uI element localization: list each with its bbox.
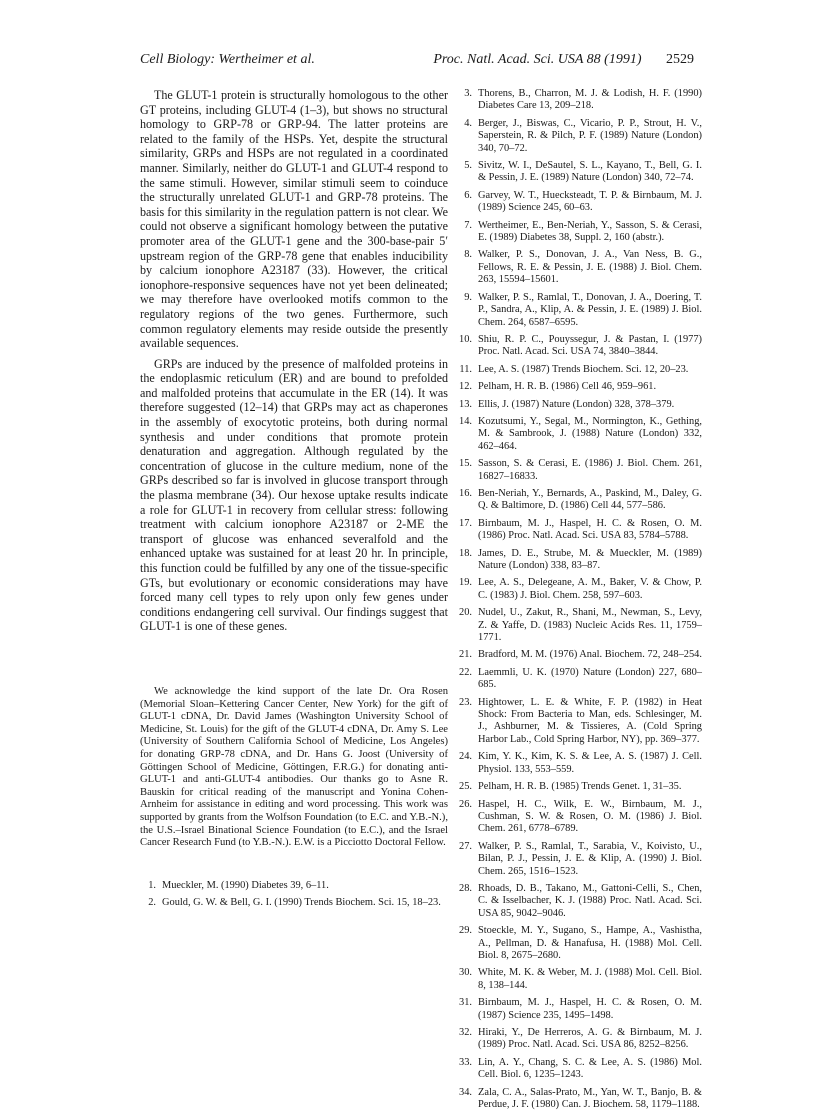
reference-text: James, D. E., Strube, M. & Mueckler, M. (1989) Nature (London) 338, 83–87.	[478, 547, 702, 571]
reference-item	[456, 518, 702, 543]
reference-item	[456, 488, 702, 513]
reference-item	[456, 1027, 702, 1052]
reference-item	[456, 190, 702, 215]
reference-item	[456, 548, 702, 573]
reference-text: Walker, P. S., Ramlal, T., Donovan, J. A., Doering, T. P., Sandra, A., Klip, A. & Pessin, J. E. (1989) J. Biol. Chem. 264, 6587–6595.	[478, 291, 702, 328]
section-author-header: Cell Biology: Wertheimer et al.	[140, 52, 315, 67]
reference-text: Rhoads, D. B., Takano, M., Gattoni-Celli, S., Chen, C. & Isselbacher, K. J. (1988) Proc. Natl. Acad. Sci. USA 85, 9042–9046.	[478, 882, 702, 919]
reference-text: Haspel, H. C., Wilk, E. W., Birnbaum, M. J., Cushman, S. W. & Rosen, O. M. (1986) J. Biol. Chem. 261, 6778–6789.	[478, 798, 702, 835]
reference-text: Laemmli, U. K. (1970) Nature (London) 227, 680–685.	[478, 666, 702, 691]
reference-number: 3.	[464, 88, 472, 99]
reference-item	[456, 697, 702, 747]
reference-number: 31.	[459, 997, 472, 1009]
reference-number: 22.	[459, 666, 472, 678]
reference-item	[456, 667, 702, 692]
reference-number: 15.	[459, 458, 472, 470]
reference-item	[456, 118, 702, 155]
reference-number: 17.	[459, 517, 472, 529]
reference-number: 4.	[464, 117, 472, 129]
reference-text: Wertheimer, E., Ben-Neriah, Y., Sasson, S. & Cerasi, E. (1989) Diabetes 38, Suppl. 2, 160 (abstr.).	[478, 219, 702, 244]
reference-item	[456, 781, 702, 793]
reference-item	[456, 364, 702, 376]
reference-number: 6.	[464, 189, 472, 201]
reference-number: 12.	[459, 381, 472, 393]
reference-item	[456, 883, 702, 920]
reference-number: 26.	[459, 798, 472, 810]
reference-text: Shiu, R. P. C., Pouyssegur, J. & Pastan, I. (1977) Proc. Natl. Acad. Sci. USA 74, 3840–3844.	[478, 333, 702, 358]
reference-text: Bradford, M. M. (1976) Anal. Biochem. 72, 248–254.	[478, 649, 702, 661]
reference-number: 23.	[459, 696, 472, 708]
reference-number: 5.	[464, 160, 472, 172]
reference-text: Lee, A. S., Delegeane, A. M., Baker, V. & Chow, P. C. (1983) J. Biol. Chem. 258, 597–603.	[478, 577, 702, 601]
reference-text: Nudel, U., Zakut, R., Shani, M., Newman, S., Levy, Z. & Yaffe, D. (1983) Nucleic Acids Res. 11, 1759–1771.	[478, 607, 702, 644]
reference-text: Sasson, S. & Cerasi, E. (1986) J. Biol. Chem. 261, 16827–16833.	[478, 458, 702, 482]
reference-item	[456, 1057, 702, 1082]
reference-text: Kim, Y. K., Kim, K. S. & Lee, A. S. (1987) J. Cell. Physiol. 133, 553–559.	[478, 751, 702, 775]
reference-number: 14.	[459, 415, 472, 427]
reference-item	[456, 334, 702, 359]
reference-text: Birnbaum, M. J., Haspel, H. C. & Rosen, O. M. (1987) Science 235, 1495–1498.	[478, 997, 702, 1021]
reference-number: 11.	[459, 363, 472, 375]
reference-number: 25.	[459, 781, 472, 793]
reference-text: Berger, J., Biswas, C., Vicario, P. P., Strout, H. V., Saperstein, R. & Pilch, P. F. (1989) Nature (London) 340, 70–72.	[478, 117, 702, 154]
reference-number: 34.	[459, 1086, 472, 1098]
reference-number: 21.	[459, 649, 472, 661]
reference-item	[456, 649, 702, 661]
reference-item	[456, 751, 702, 776]
reference-text: Ben-Neriah, Y., Bernards, A., Paskind, M., Daley, G. Q. & Baltimore, D. (1986) Cell 44, 577–586.	[478, 487, 702, 512]
reference-text: White, M. K. & Weber, M. J. (1988) Mol. Cell. Biol. 8, 138–144.	[478, 967, 702, 991]
reference-text: Hiraki, Y., De Herreros, A. G. & Birnbaum, M. J. (1989) Proc. Natl. Acad. Sci. USA 86, 8252–8256.	[478, 1027, 702, 1051]
reference-number: 19.	[459, 577, 472, 589]
reference-number: 10.	[459, 333, 472, 345]
reference-text: Pelham, H. R. B. (1986) Cell 46, 959–961.	[478, 381, 657, 393]
reference-text: Birnbaum, M. J., Haspel, H. C. & Rosen, O. M. (1986) Proc. Natl. Acad. Sci. USA 83, 5784–5788.	[478, 517, 702, 542]
reference-number: 29.	[459, 925, 472, 937]
reference-item	[456, 292, 702, 329]
reference-number: 20.	[459, 607, 472, 619]
reference-item	[140, 880, 448, 892]
reference-text: Lin, A. Y., Chang, S. C. & Lee, A. S. (1986) Mol. Cell. Biol. 6, 1235–1243.	[478, 1056, 702, 1081]
reference-item	[456, 577, 702, 602]
reference-text: Garvey, W. T., Huecksteadt, T. P. & Birnbaum, M. J. (1989) Science 245, 60–63.	[478, 189, 702, 214]
reference-list-left	[140, 880, 448, 910]
reference-item	[456, 607, 702, 644]
reference-text: Hightower, L. E. & White, F. P. (1982) in Heat Shock: From Bacteria to Man, eds. Schlesinger, M. J., Ashburner, M. & Tissieres, A. (Cold Spring Harbor Lab., Cold Spring Harbor, NY), pp. 369–377.	[478, 696, 702, 745]
reference-number: 1.	[148, 879, 156, 891]
reference-number: 9.	[464, 291, 472, 303]
reference-text: Pelham, H. R. B. (1985) Trends Genet. 1, 31–35.	[478, 781, 682, 793]
reference-number: 28.	[459, 882, 472, 894]
reference-text: Kozutsumi, Y., Segal, M., Normington, K., Gething, M. & Sambrook, J. (1988) Nature (London) 332, 462–464.	[478, 415, 702, 452]
left-column	[140, 88, 448, 915]
reference-text: Zala, C. A., Salas-Prato, M., Yan, W. T., Banjo, B. & Perdue, J. F. (1980) Can. J. Biochem. 58, 1179–1188.	[478, 1086, 702, 1111]
reference-number: 30.	[459, 967, 472, 979]
acknowledgment-paragraph: We acknowledge the kind support of the late Dr. Ora Rosen (Memorial Sloan–Kettering Cancer Center, New York) for the gift of GLUT-1 cDNA, Dr. David James (Washington University School of Medicine, St. Louis) for the gift of the GLUT-4 cDNA, Dr. Amy S. Lee (University of Southern California School of Medicine, Los Angeles) for donating GRP-78 cDNA, and Dr. Hans G. Joost (University of Göttingen School of Medicine, Göttingen, F.R.G.) for donating anti-GLUT-1 and anti-GLUT-4 antibodies. Our thanks go to Asne R. Bauskin for critical reading of the manuscript and Yonina Cohen-Arnheim for assistance in editing and word processing. This work was supported by grants from the Wolfson Foundation (to E.C. and Y.B.-N.), the U.S.–Israel Binational Science Foundation (to E.C.), and the Israel Cancer Research Fund (to Y.B.-N.). E.W. is a Picciotto Doctoral Fellow.	[140, 685, 448, 849]
reference-number: 18.	[459, 547, 472, 559]
reference-number: 16.	[459, 487, 472, 499]
reference-item	[456, 799, 702, 836]
reference-text: Mueckler, M. (1990) Diabetes 39, 6–11.	[162, 879, 329, 891]
right-column	[456, 88, 702, 1116]
reference-item	[456, 416, 702, 453]
journal-citation: Proc. Natl. Acad. Sci. USA 88 (1991)	[433, 52, 642, 67]
reference-item	[456, 399, 702, 411]
reference-number: 32.	[459, 1027, 472, 1038]
reference-item	[456, 925, 702, 962]
reference-text: Walker, P. S., Donovan, J. A., Van Ness, B. G., Fellows, R. E. & Pessin, J. E. (1988) J. Biol. Chem. 263, 15594–15601.	[478, 249, 702, 286]
reference-text: Gould, G. W. & Bell, G. I. (1990) Trends Biochem. Sci. 15, 18–23.	[162, 897, 441, 909]
reference-text: Walker, P. S., Ramlal, T., Sarabia, V., Koivisto, U., Bilan, P. J., Pessin, J. E. & Klip, A. (1990) J. Biol. Chem. 265, 1516–1523.	[478, 840, 702, 877]
reference-text: Ellis, J. (1987) Nature (London) 328, 378–379.	[478, 398, 675, 410]
reference-item	[456, 381, 702, 393]
body-paragraph: GRPs are induced by the presence of malfolded proteins in the endoplasmic reticulum (ER) and are bound to prefolded and malfolded proteins that accumulate in the ER (14). It was therefore suggested (12–14) that GRPs may act as chaperones in the assembly of exocytotic proteins, both during normal synthesis and under conditions that promote protein denaturation and aggregation. Although regulated by the concentration of glucose in the culture medium, none of the GRPs described so far is involved in glucose transport through the plasma membrane (34). Our hexose uptake results indicate a role for GLUT-1 in recovery from cellular stress: following treatment with calcium ionophore A23187 or 2-ME the transport of glucose was enhanced severalfold and the enhanced uptake was sustained for at least 20 hr. In principle, this function could be fulfilled by any one of the tissue-specific GTs, but evolutionary or economic considerations may have forced many cell types to rely upon only few genes under conditions endangering cell survival. Our findings suggest that GLUT-1 is one of these genes.	[140, 356, 448, 634]
reference-item	[456, 841, 702, 878]
reference-text: Thorens, B., Charron, M. J. & Lodish, H. F. (1990) Diabetes Care 13, 209–218.	[478, 88, 702, 112]
reference-list-right	[456, 88, 702, 1111]
running-header	[140, 52, 694, 72]
reference-text: Sivitz, W. I., DeSautel, S. L., Kayano, T., Bell, G. I. & Pessin, J. E. (1989) Nature (London) 340, 72–74.	[478, 160, 702, 184]
reference-number: 27.	[459, 840, 472, 852]
reference-item	[456, 160, 702, 185]
reference-item	[456, 1087, 702, 1112]
reference-item	[456, 967, 702, 992]
page-number: 2529	[666, 52, 694, 67]
reference-item	[456, 249, 702, 286]
reference-item	[456, 220, 702, 245]
reference-number: 7.	[464, 219, 472, 231]
reference-text: Lee, A. S. (1987) Trends Biochem. Sci. 12, 20–23.	[478, 363, 689, 375]
reference-item	[140, 897, 448, 909]
reference-number: 8.	[464, 249, 472, 261]
reference-item	[456, 458, 702, 483]
reference-number: 2.	[148, 897, 156, 909]
reference-item	[456, 997, 702, 1022]
reference-number: 24.	[459, 751, 472, 763]
body-paragraph: The GLUT-1 protein is structurally homologous to the other GT proteins, including GLUT-4 (1–3), but shows no structural homology to GRP-78 or GRP-94. The latter proteins are related to the family of the HSPs. Yet, despite the structural similarity, GRPs and HSPs are not regulated in a coordinated manner. Similarly, neither do GLUT-1 and GLUT-4 respond to the same stimuli. However, similar stimuli seem to coinduce the structurally unrelated GLUT-1 and GRP-78 proteins. The basis for this similarity in the regulation pattern is not clear. We could not observe a significant homology between the putative promoter area of the GLUT-1 gene and the 300-base-pair 5′ upstream region of the GRP-78 gene that enables inducibility by calcium ionophore A23187 (33). However, the critical ionophore-responsive sequences have not yet been delineated; we may therefore have overlooked motifs common to the regulatory regions of the two genes. Furthermore, such common regulatory elements may reside outside the presently available sequences.	[140, 88, 448, 351]
reference-number: 13.	[459, 398, 472, 410]
reference-number: 33.	[459, 1056, 472, 1068]
reference-item	[456, 88, 702, 113]
reference-text: Stoeckle, M. Y., Sugano, S., Hampe, A., Vashistha, A., Pellman, D. & Hanafusa, H. (1988) Mol. Cell. Biol. 8, 2675–2680.	[478, 925, 702, 961]
journal-page-header	[433, 52, 694, 68]
